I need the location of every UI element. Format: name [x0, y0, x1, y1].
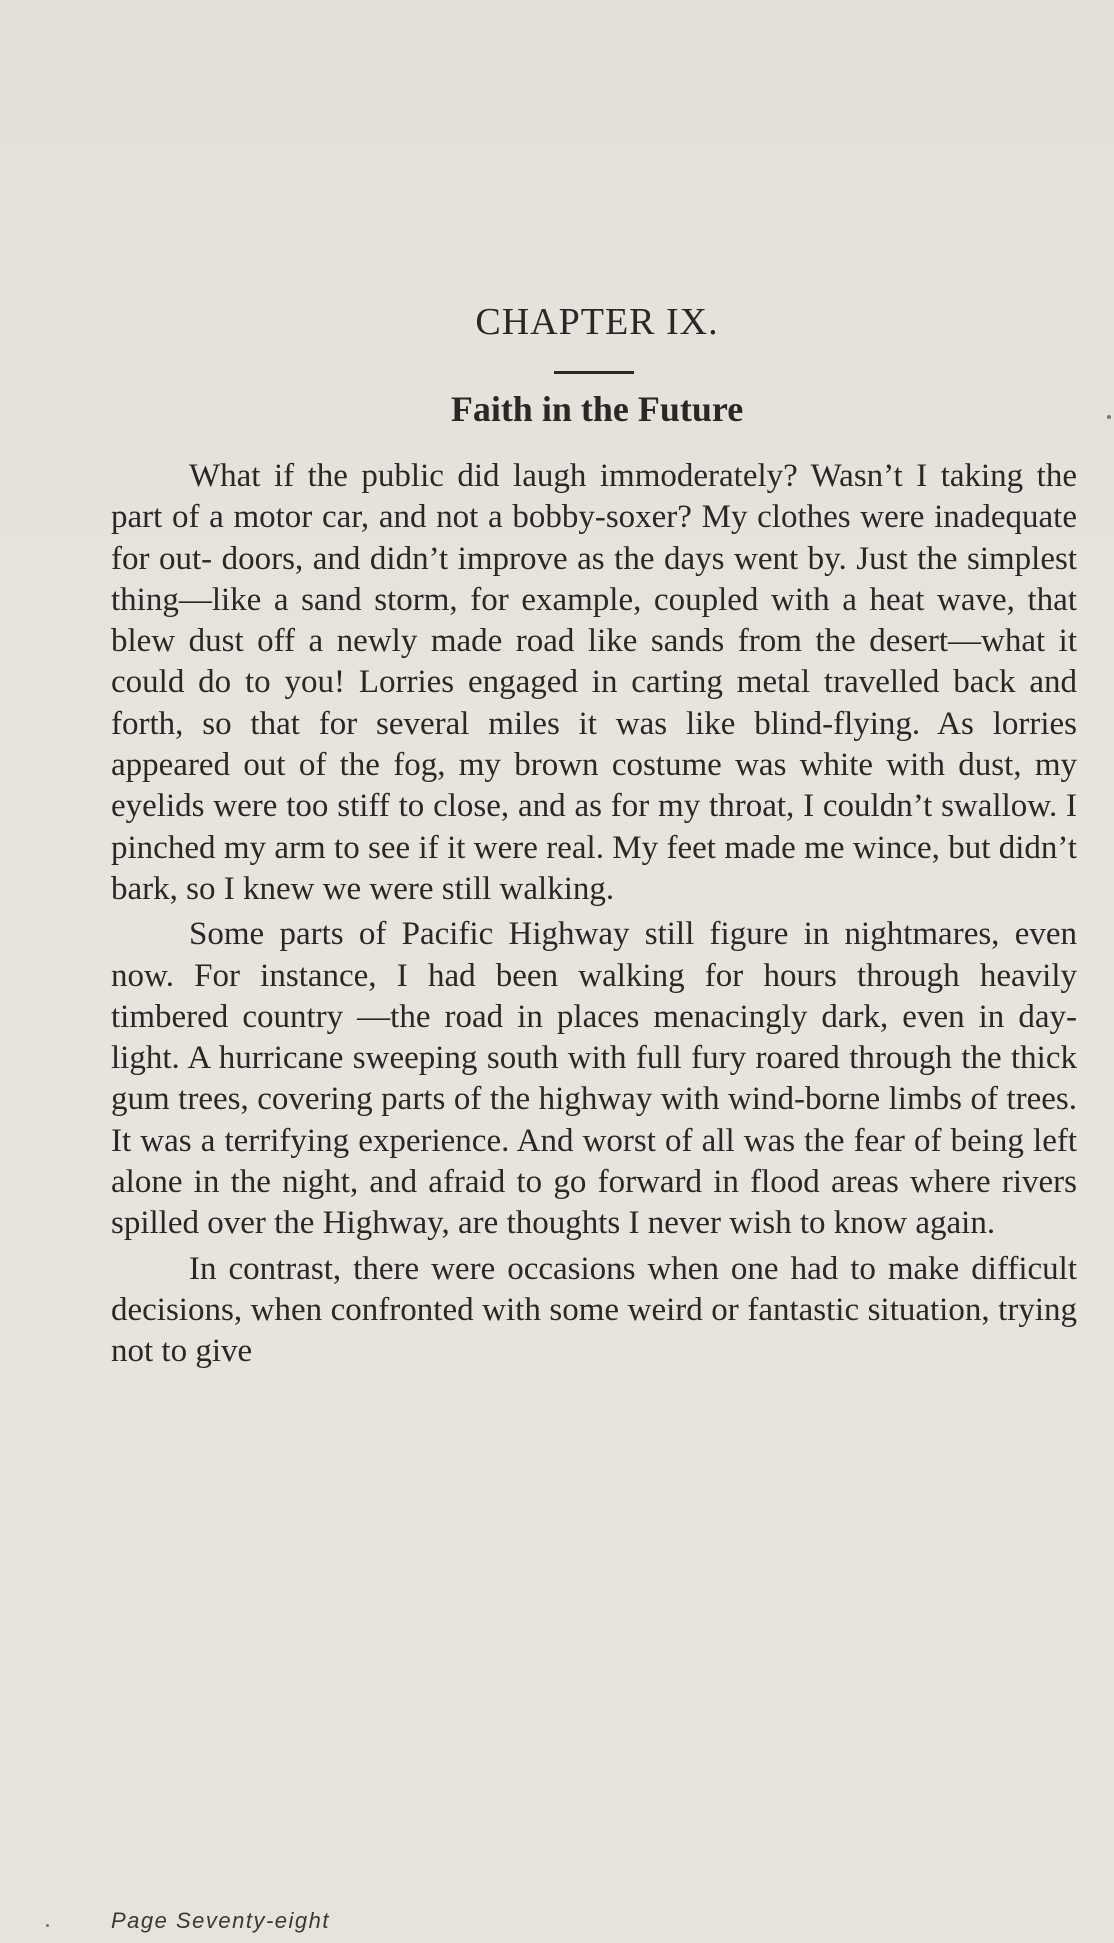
- paper-speck: [46, 1924, 49, 1927]
- paper-speck: [1107, 415, 1111, 419]
- chapter-number: CHAPTER IX.: [475, 301, 719, 343]
- page-number-footer: Page Seventy-eight: [111, 1908, 331, 1933]
- body-text: [111, 456, 1077, 1377]
- chapter-rule-divider: [554, 371, 634, 374]
- paragraph-3: In contrast, there were occasions when one had to make difficult decisions, when confronted with some weird or fantastic situation, trying not to give: [111, 1250, 1077, 1370]
- chapter-title: Faith in the Future: [450, 389, 744, 429]
- paragraph-2: Some parts of Pacific Highway still figure in nightmares, even now. For instance, I had been walking for hours through heavily timbered country —the road in places menacingly dark, even in day- light. A hurricane sweeping south with full fury roared through the thick gum trees, covering parts of the highway with wind-borne limbs of trees. It was a terrifying experience. And worst of all was the fear of being left alone in the night, and afraid to go forward in flood areas where rivers spilled over the Highway, are thoughts I never wish to know again.: [111, 916, 1077, 1242]
- paragraph-1: What if the public did laugh immoderately? Wasn’t I taking the part of a motor car, and not a bobby-soxer? My clothes were inadequate for out- doors, and didn’t improve as the days went by. Just the simplest thing—like a sand storm, for example, coupled with a heat wave, that blew dust off a newly made road like sands from the desert—what it could do to you! Lorries engaged in carting metal travelled back and forth, so that for several miles it was like blind-flying. As lorries appeared out of the fog, my brown costume was white with dust, my eyelids were too stiff to close, and as for my throat, I couldn’t swallow. I pinched my arm to see if it were real. My feet made me wince, but didn’t bark, so I knew we were still walking.: [111, 458, 1077, 907]
